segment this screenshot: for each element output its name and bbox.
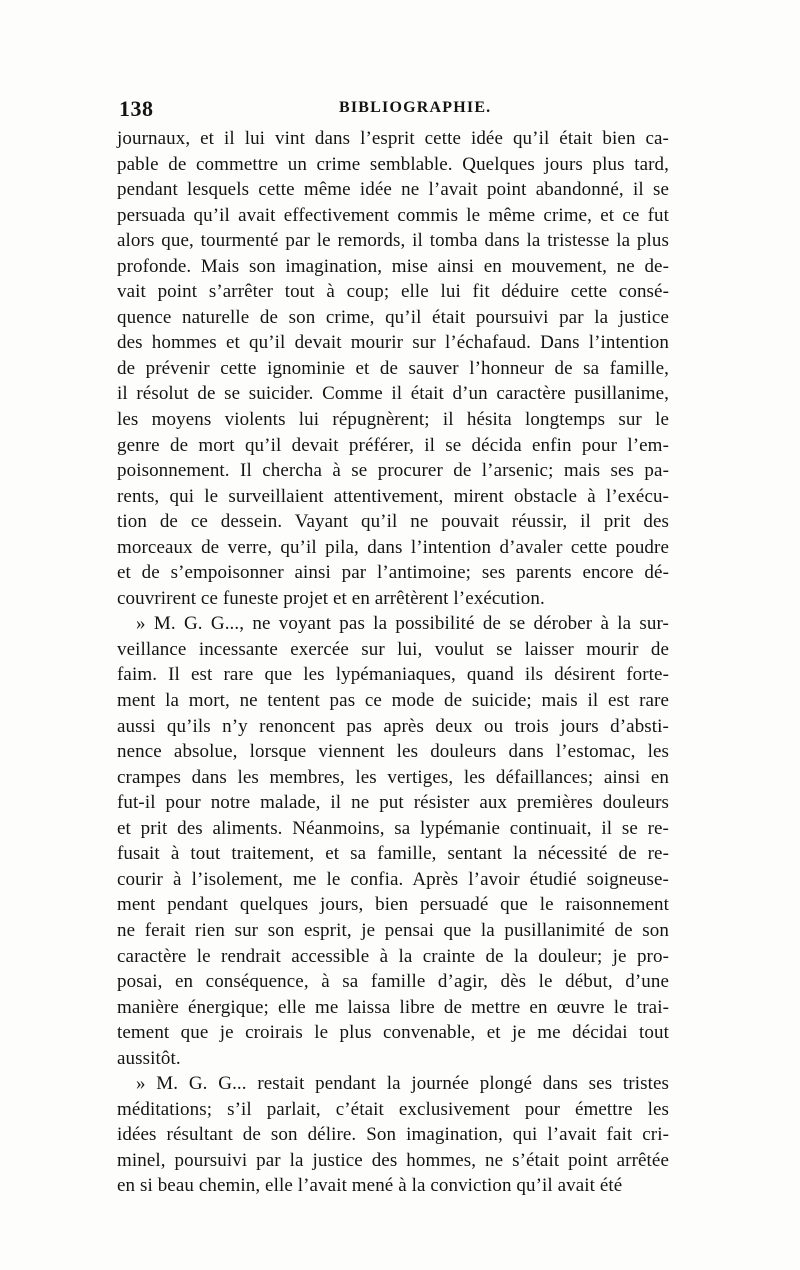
text-line: fut-il pour notre malade, il ne put résister aux premières douleurs [117, 792, 669, 814]
text-line: aussi qu’ils n’y renoncent pas après deux ou trois jours d’absti- [117, 715, 669, 737]
text-line: en si beau chemin, elle l’avait mené à la conviction qu’il avait été [117, 1175, 623, 1197]
text-line: caractère le rendrait accessible à la crainte de la douleur; je pro- [117, 945, 669, 967]
text-line: pable de commettre un crime semblable. Quelques jours plus tard, [117, 153, 669, 175]
text-line: poisonnement. Il chercha à se procurer de l’arsenic; mais ses pa- [117, 460, 669, 482]
text-line: ment la mort, ne tentent pas ce mode de suicide; mais il est rare [117, 690, 669, 712]
body-text [117, 126, 669, 1199]
text-line: ne ferait rien sur son esprit, je pensai que la pusillanimité de son [117, 919, 669, 941]
text-line: profonde. Mais son imagination, mise ainsi en mouvement, ne de- [117, 255, 669, 277]
text-line: ment pendant quelques jours, bien persuadé que le raisonnement [117, 894, 669, 916]
text-line: » M. G. G..., ne voyant pas la possibilité de se dérober à la sur- [136, 613, 669, 635]
page-number: 138 [119, 96, 154, 121]
running-head [119, 96, 667, 126]
text-line: idées résultant de son délire. Son imagination, qui l’avait fait cri- [117, 1124, 669, 1146]
text-line: pendant lesquels cette même idée ne l’avait point abandonné, il se [117, 179, 669, 201]
text-line: aussitôt. [117, 1047, 181, 1069]
text-line: méditations; s’il parlait, c’était exclusivement pour émettre les [117, 1098, 669, 1120]
text-line: faim. Il est rare que les lypémaniaques, quand ils désirent forte- [117, 664, 669, 686]
text-line: morceaux de verre, qu’il pila, dans l’intention d’avaler cette poudre [117, 536, 669, 558]
paragraph [117, 611, 669, 1071]
text-line: et de s’empoisonner ainsi par l’antimoine; ses parents encore dé- [117, 562, 669, 584]
text-line: genre de mort qu’il devait préférer, il se décida enfin pour l’em- [117, 434, 669, 456]
text-line: rents, qui le surveillaient attentivement, mirent obstacle à l’exécu- [117, 485, 669, 507]
paragraph [117, 126, 669, 611]
text-line: persuada qu’il avait effectivement commis le même crime, et ce fut [117, 204, 669, 226]
text-line: veillance incessante exercée sur lui, voulut se laisser mourir de [117, 638, 669, 660]
paragraph [117, 1071, 669, 1199]
text-line: il résolut de se suicider. Comme il était d’un caractère pusillanime, [117, 383, 669, 405]
text-line: les moyens violents lui répugnèrent; il hésita longtemps sur le [117, 409, 669, 431]
text-line: » M. G. G... restait pendant la journée plongé dans ses tristes [136, 1073, 669, 1095]
text-line: journaux, et il lui vint dans l’esprit cette idée qu’il était bien ca- [117, 128, 669, 149]
text-line: nence absolue, lorsque viennent les douleurs dans l’estomac, les [117, 741, 669, 763]
text-line: crampes dans les membres, les vertiges, les défaillances; ainsi en [117, 766, 669, 788]
text-line: fusait à tout traitement, et sa famille, sentant la nécessité de re- [117, 843, 669, 865]
text-line: vait point s’arrêter tout à coup; elle lui fit déduire cette consé- [117, 281, 669, 303]
text-line: et prit des aliments. Néanmoins, sa lypémanie continuait, il se re- [117, 817, 669, 839]
text-line: manière énergique; elle me laissa libre de mettre en œuvre le trai- [117, 996, 669, 1018]
text-line: tion de ce dessein. Vayant qu’il ne pouvait réussir, il prit des [117, 511, 669, 533]
text-line: alors que, tourmenté par le remords, il tomba dans la tristesse la plus [117, 230, 669, 252]
text-line: tement que je croirais le plus convenable, et je me décidai tout [117, 1022, 669, 1044]
text-line: quence naturelle de son crime, qu’il était poursuivi par la justice [117, 306, 669, 328]
text-line: courir à l’isolement, me le confia. Après l’avoir étudié soigneuse- [117, 868, 669, 890]
running-title: BIBLIOGRAPHIE. [339, 99, 492, 116]
text-line: couvrirent ce funeste projet et en arrêtèrent l’exécution. [117, 587, 545, 609]
text-line: minel, poursuivi par la justice des hommes, ne s’était point arrêtée [117, 1149, 669, 1171]
text-line: de prévenir cette ignominie et de sauver l’honneur de sa famille, [117, 357, 669, 379]
text-line: des hommes et qu’il devait mourir sur l’échafaud. Dans l’intention [117, 332, 669, 354]
text-line: posai, en conséquence, à sa famille d’agir, dès le début, d’une [117, 971, 669, 993]
